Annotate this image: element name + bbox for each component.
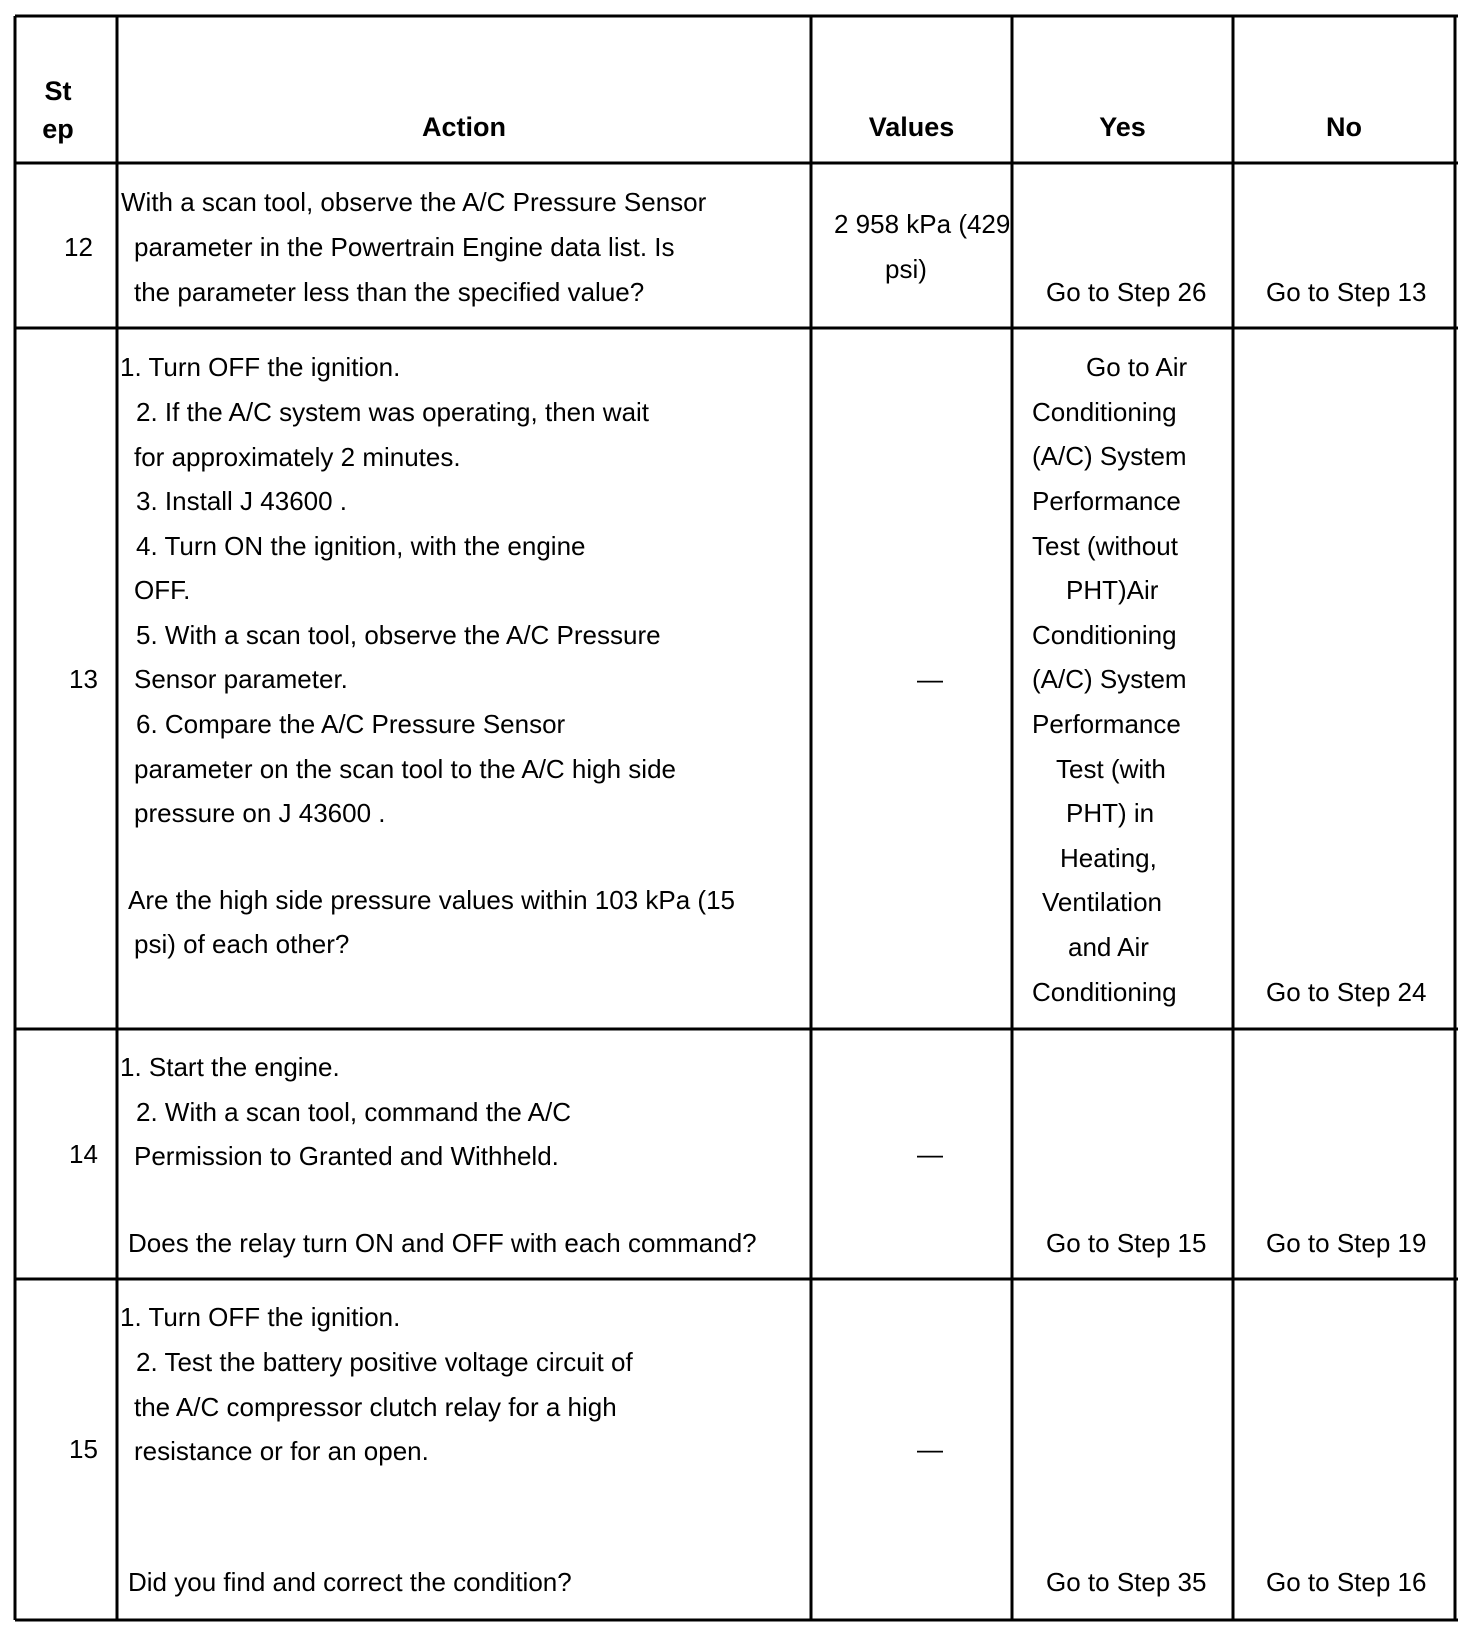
action-line: 3. Install J 43600 .	[136, 486, 348, 516]
action-line: Permission to Granted and Withheld.	[134, 1141, 559, 1171]
action-line: psi) of each other?	[134, 929, 350, 959]
header-action: Action	[422, 112, 506, 142]
yes-line: PHT)Air	[1066, 575, 1159, 605]
yes-line: Test (without	[1032, 531, 1178, 561]
yes-line: Test (with	[1056, 754, 1166, 784]
action-line: 1. Start the engine.	[120, 1052, 340, 1082]
action-line: 2. If the A/C system was operating, then wait	[136, 397, 650, 427]
action-line: the parameter less than the specified value?	[134, 277, 645, 307]
action-line: OFF.	[134, 575, 191, 605]
header-step-line1: St	[44, 76, 72, 106]
action-line: for approximately 2 minutes.	[134, 442, 461, 472]
action-line: parameter on the scan tool to the A/C high side	[134, 754, 677, 784]
action-line: 1. Turn OFF the ignition.	[120, 352, 401, 382]
step-number: 15	[69, 1434, 98, 1464]
yes-result: Go to Step 15	[1046, 1228, 1207, 1258]
yes-line: Conditioning	[1032, 620, 1177, 650]
no-result: Go to Step 19	[1266, 1228, 1427, 1258]
value-text: psi)	[885, 254, 927, 284]
step-number: 13	[69, 664, 98, 694]
step-number: 12	[64, 232, 93, 262]
header-step	[15, 72, 101, 148]
yes-line: and Air	[1068, 932, 1149, 962]
yes-line: Heating,	[1060, 843, 1157, 873]
yes-line: (A/C) System	[1032, 664, 1187, 694]
yes-line: Conditioning	[1032, 397, 1177, 427]
yes-line: (A/C) System	[1032, 441, 1187, 471]
yes-line: PHT) in	[1066, 798, 1155, 828]
value-text: 2 958 kPa (429	[834, 209, 1010, 239]
yes-line: Performance	[1032, 709, 1181, 739]
action-line: Are the high side pressure values within 103 kPa (15	[128, 885, 736, 915]
no-result: Go to Step 13	[1266, 277, 1427, 307]
action-line: 5. With a scan tool, observe the A/C Pressure	[136, 620, 661, 650]
no-result: Go to Step 24	[1266, 977, 1427, 1007]
yes-result: Go to Step 35	[1046, 1567, 1207, 1597]
action-line: 1. Turn OFF the ignition.	[120, 1302, 401, 1332]
action-line: 4. Turn ON the ignition, with the engine	[136, 531, 586, 561]
values-cell	[814, 167, 1010, 325]
action-line: the A/C compressor clutch relay for a high	[134, 1392, 617, 1422]
step-number: 14	[69, 1139, 98, 1169]
header-step-line2: ep	[42, 114, 74, 144]
action-line: Does the relay turn ON and OFF with each command?	[128, 1228, 757, 1258]
action-line: Sensor parameter.	[134, 664, 348, 694]
action-line: 2. With a scan tool, command the A/C	[136, 1097, 571, 1127]
action-line: resistance or for an open.	[134, 1436, 429, 1466]
action-line: Did you find and correct the condition?	[128, 1567, 572, 1597]
yes-line: Performance	[1032, 486, 1181, 516]
yes-line: Ventilation	[1042, 887, 1162, 917]
action-line: 6. Compare the A/C Pressure Sensor	[136, 709, 566, 739]
action-line: 2. Test the battery positive voltage circuit of	[136, 1347, 633, 1377]
header-no: No	[1326, 112, 1362, 142]
action-line: parameter in the Powertrain Engine data list. Is	[134, 232, 675, 262]
header-yes: Yes	[1099, 112, 1146, 142]
header-values: Values	[868, 112, 955, 142]
yes-result: Go to Step 26	[1046, 277, 1207, 307]
value-text: —	[917, 1139, 943, 1169]
value-text: —	[917, 664, 943, 694]
yes-line: Conditioning	[1032, 977, 1177, 1007]
action-line: pressure on J 43600 .	[134, 798, 386, 828]
value-text: —	[917, 1434, 943, 1464]
no-result: Go to Step 16	[1266, 1567, 1427, 1597]
yes-line: Go to Air	[1086, 352, 1188, 382]
action-line: With a scan tool, observe the A/C Pressure Sensor	[121, 187, 707, 217]
